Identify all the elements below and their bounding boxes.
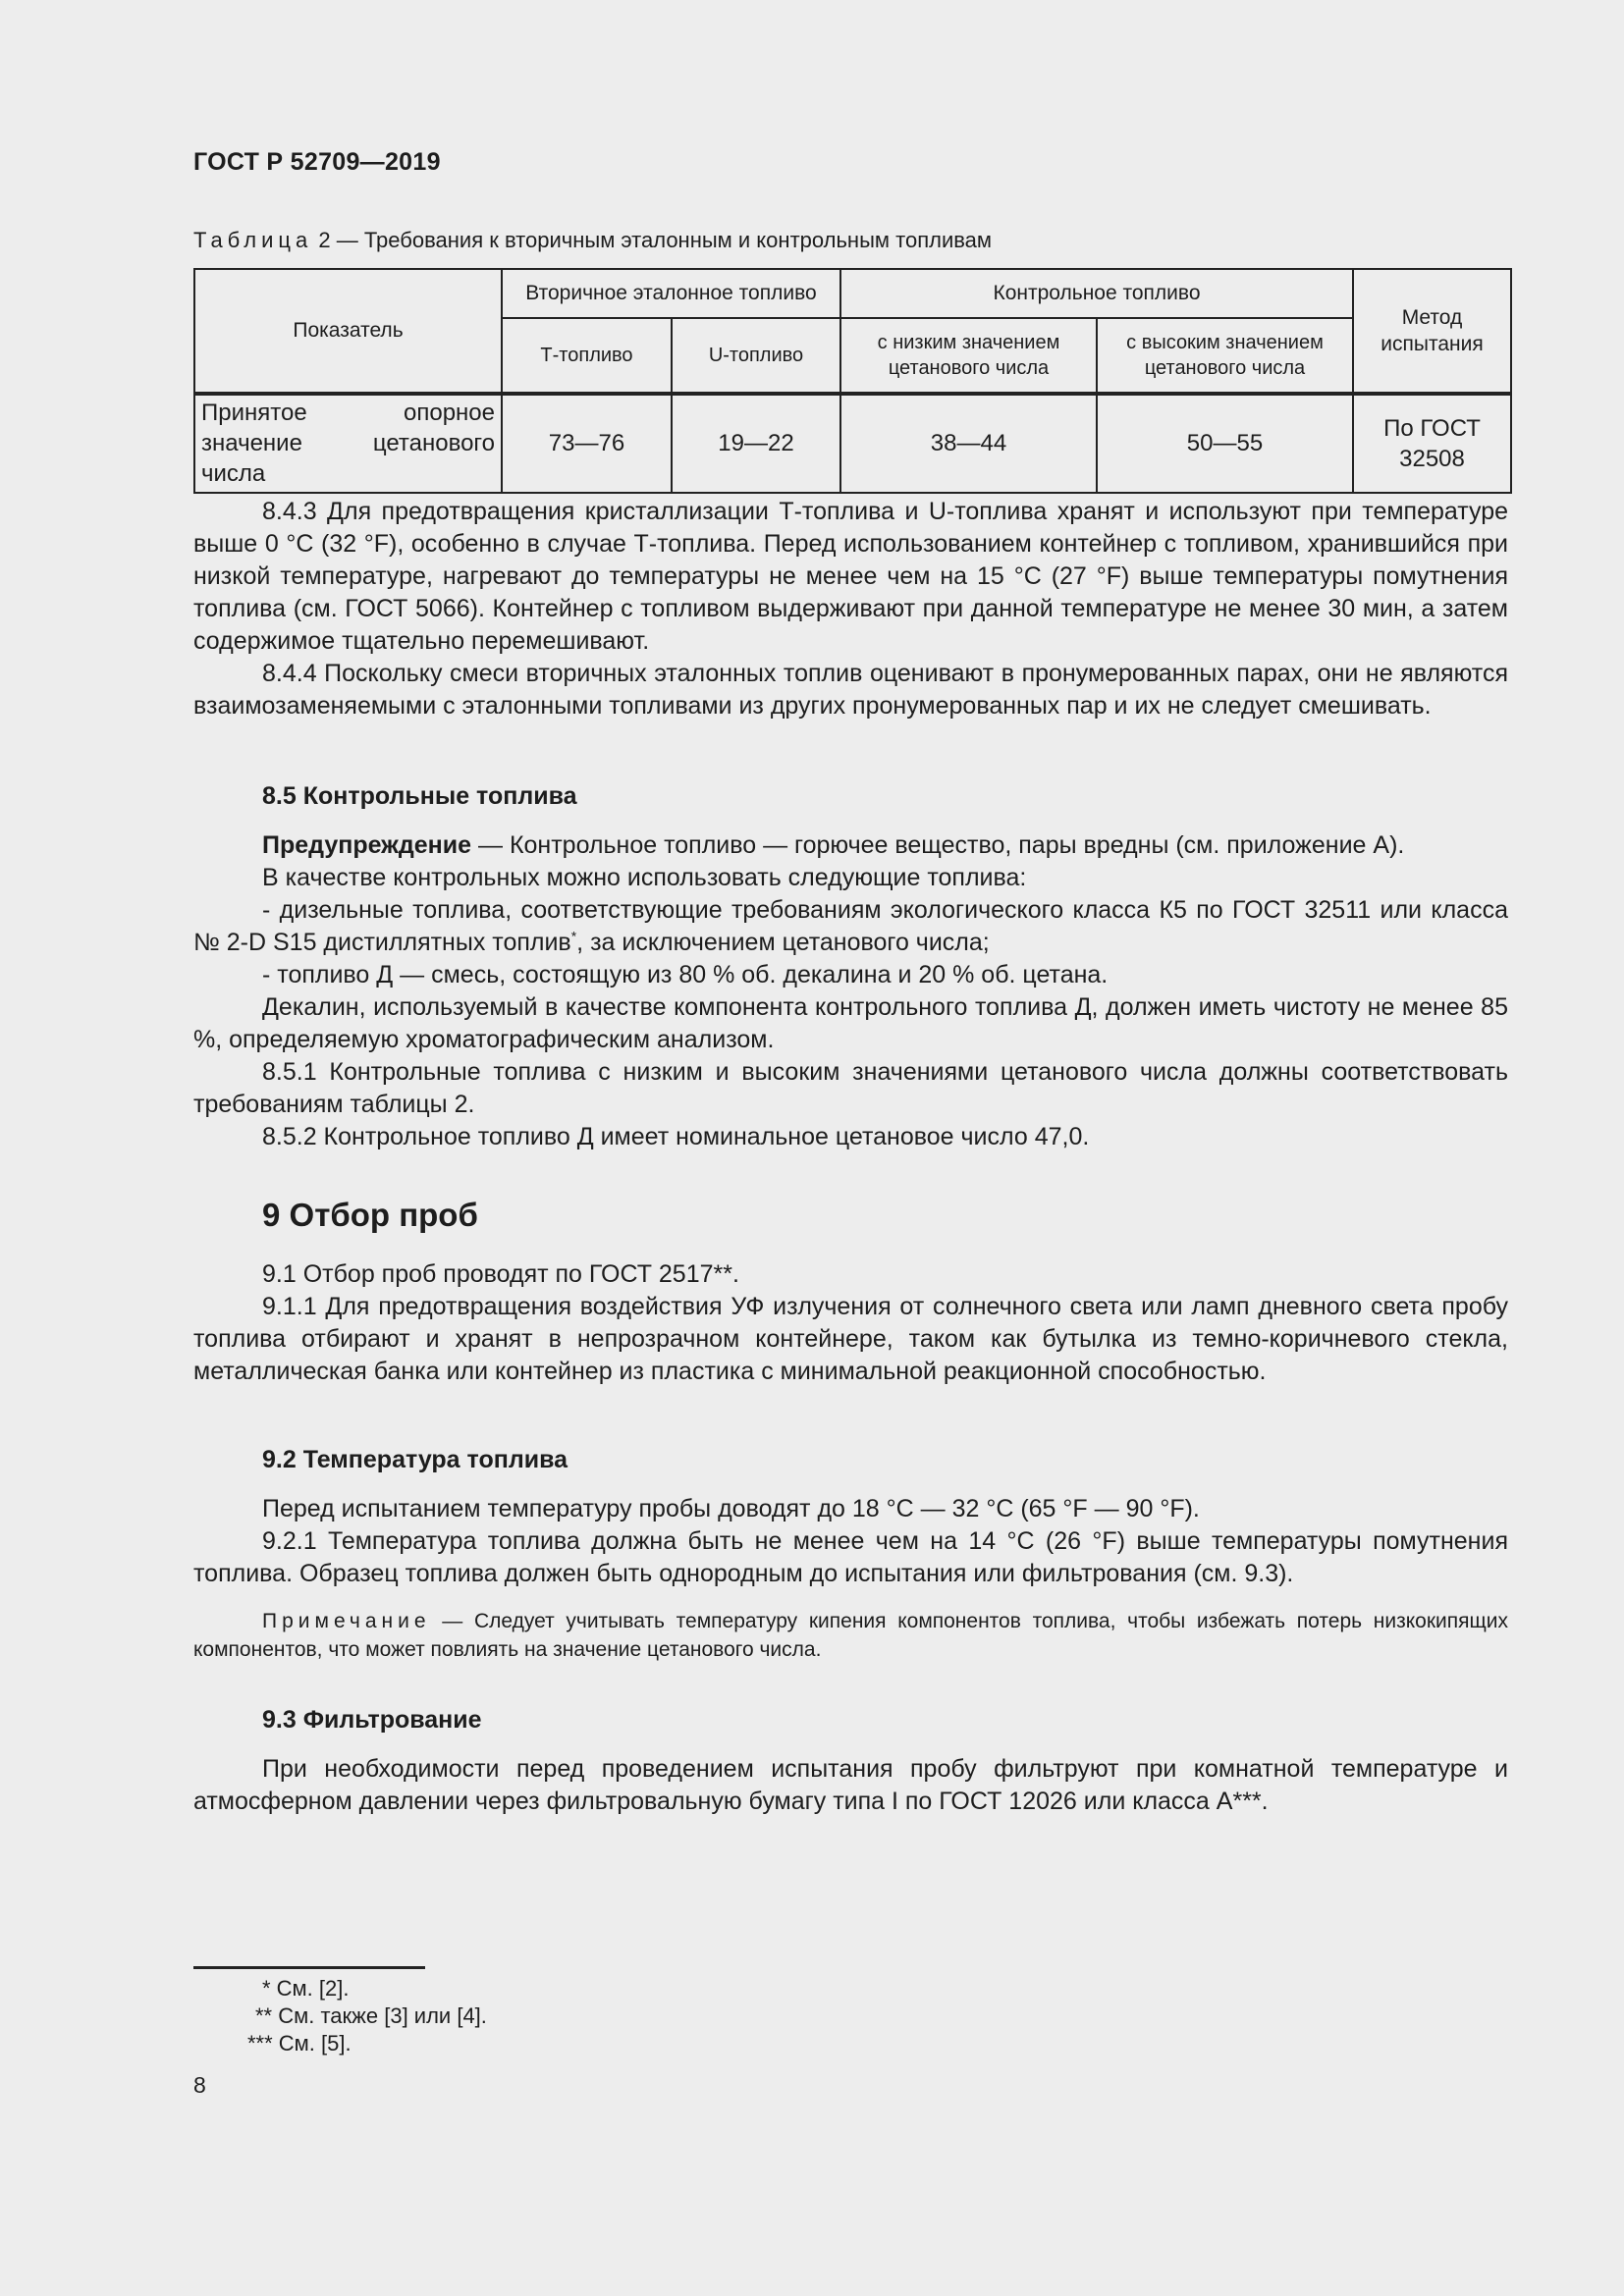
cell-low-cetane: 38—44 <box>840 394 1097 493</box>
paragraph-9-2-1: 9.2.1 Температура топлива должна быть не менее чем на 14 °С (26 °F) выше температуры помутнения топлива. Образец топлива должен быть однородным до испытания или фильтрования (см. 9.3). <box>193 1527 1508 1587</box>
footnote-1: * См. [2]. <box>262 1976 350 2001</box>
paragraph-8-5-intro: В качестве контрольных можно использовать следующие топлива: <box>262 864 1027 891</box>
paragraph-9-3: При необходимости перед проведением испытания пробу фильтруют при комнатной температуре и атмосферном давлении через фильтровальную бумагу типа I по ГОСТ 12026 или класса А***. <box>193 1755 1508 1815</box>
table-caption-text: 2 — Требования к вторичным эталонным и контрольным топливам <box>312 228 993 252</box>
paragraph-9-1-1: 9.1.1 Для предотвращения воздействия УФ излучения от солнечного света или ламп дневного света пробу топлива отбирают и хранят в непрозрачном контейнере, таком как бутылка из темно-коричневого стекла, металлическая банка или контейнер из пластика с минимальной реакционной способностью. <box>193 1293 1508 1385</box>
subheader-low-cetane: с низким значением цетанового числа <box>840 318 1097 394</box>
subheader-high-cetane: с высоким значением цетанового числа <box>1097 318 1353 394</box>
note-block <box>193 1607 1508 1664</box>
diesel-text-end: , за исключением цетанового числа; <box>576 929 990 956</box>
col-header-method: Метод испытания <box>1353 269 1511 394</box>
col-header-indicator: Показатель <box>194 269 502 394</box>
paragraph-8-5-1: 8.5.1 Контрольные топлива с низким и высоким значениями цетанового числа должны соответствовать требованиям таблицы 2. <box>193 1058 1508 1118</box>
table-caption-label: Таблица <box>193 228 313 252</box>
footnote-2: ** См. также [3] или [4]. <box>255 2003 487 2028</box>
paragraph-8-5-2: 8.5.2 Контрольное топливо Д имеет номинальное цетановое число 47,0. <box>262 1123 1090 1150</box>
cell-t-fuel: 73—76 <box>502 394 672 493</box>
warning-paragraph <box>193 829 1508 862</box>
section-8-4-text <box>193 496 1508 722</box>
section-9-2-text <box>193 1493 1508 1590</box>
requirements-table <box>193 268 1512 494</box>
cell-u-fuel: 19—22 <box>672 394 840 493</box>
heading-8-5: 8.5 Контрольные топлива <box>262 782 577 810</box>
note-label: Примечание <box>262 1610 431 1632</box>
table-caption <box>193 228 992 253</box>
paragraph-8-4-3: 8.4.3 Для предотвращения кристаллизации Т-топлива и U-топлива хранят и используют при температуре выше 0 °С (32 °F), особенно в случае Т-топлива. Перед использованием контейнер с топливом, хранившийся при низкой температуре, нагревают до температуры не менее чем на 15 °С (27 °F) выше температуры помутнения топлива (см. ГОСТ 5066). Контейнер с топливом выдерживают при данной температуре не менее 30 мин, а затем содержимое тщательно перемешивают. <box>193 498 1508 655</box>
cell-method: По ГОСТ 32508 <box>1353 394 1511 493</box>
section-9-3-text <box>193 1753 1508 1818</box>
heading-9-3: 9.3 Фильтрование <box>262 1706 482 1734</box>
section-9-1-text <box>193 1258 1508 1388</box>
paragraph-8-4-4: 8.4.4 Поскольку смеси вторичных эталонных топлив оценивают в пронумерованных парах, они не являются взаимозаменяемыми с эталонными топливами из других пронумерованных пар и их не следует смешивать. <box>193 660 1508 720</box>
note-text: — Следует учитывать температуру кипения компонентов топлива, чтобы избежать потерь низкокипящих компонентов, что может повлиять на значение цетанового числа. <box>193 1610 1508 1661</box>
paragraph-9-1: 9.1 Отбор проб проводят по ГОСТ 2517**. <box>262 1260 739 1288</box>
col-header-control-fuel: Контрольное топливо <box>840 269 1353 318</box>
subheader-t-fuel: Т-топливо <box>502 318 672 394</box>
document-header: ГОСТ Р 52709—2019 <box>193 148 441 176</box>
heading-9-2: 9.2 Температура топлива <box>262 1446 568 1473</box>
footnote-ref-1: * <box>570 928 577 944</box>
paragraph-8-5-diesel <box>193 894 1508 959</box>
subheader-u-fuel: U-топливо <box>672 318 840 394</box>
footnote-3: *** См. [5]. <box>247 2031 352 2056</box>
section-8-5-text <box>193 829 1508 1153</box>
heading-9: 9 Отбор проб <box>262 1197 478 1233</box>
col-header-secondary-fuel: Вторичное эталонное топливо <box>502 269 840 318</box>
footnote-divider <box>193 1966 425 1969</box>
row-label: Принятое опорное значение цетанового числа <box>194 394 502 493</box>
paragraph-8-5-fuel-d: - топливо Д — смесь, состоящую из 80 % об. декалина и 20 % об. цетана. <box>262 961 1109 988</box>
diesel-text: - дизельные топлива, соответствующие требованиям экологического класса К5 по ГОСТ 32511 или класса № 2-D S15 дистиллятных топлив <box>193 896 1508 956</box>
paragraph-9-2: Перед испытанием температуру пробы доводят до 18 °С — 32 °С (65 °F — 90 °F). <box>262 1495 1200 1522</box>
cell-high-cetane: 50—55 <box>1097 394 1353 493</box>
warning-text: — Контрольное топливо — горючее вещество, пары вредны (см. приложение А). <box>471 831 1405 859</box>
warning-label: Предупреждение <box>262 831 472 859</box>
paragraph-8-5-decalin: Декалин, используемый в качестве компонента контрольного топлива Д, должен иметь чистоту не менее 85 %, определяемую хроматографическим анализом. <box>193 993 1508 1053</box>
page-number: 8 <box>193 2072 206 2098</box>
